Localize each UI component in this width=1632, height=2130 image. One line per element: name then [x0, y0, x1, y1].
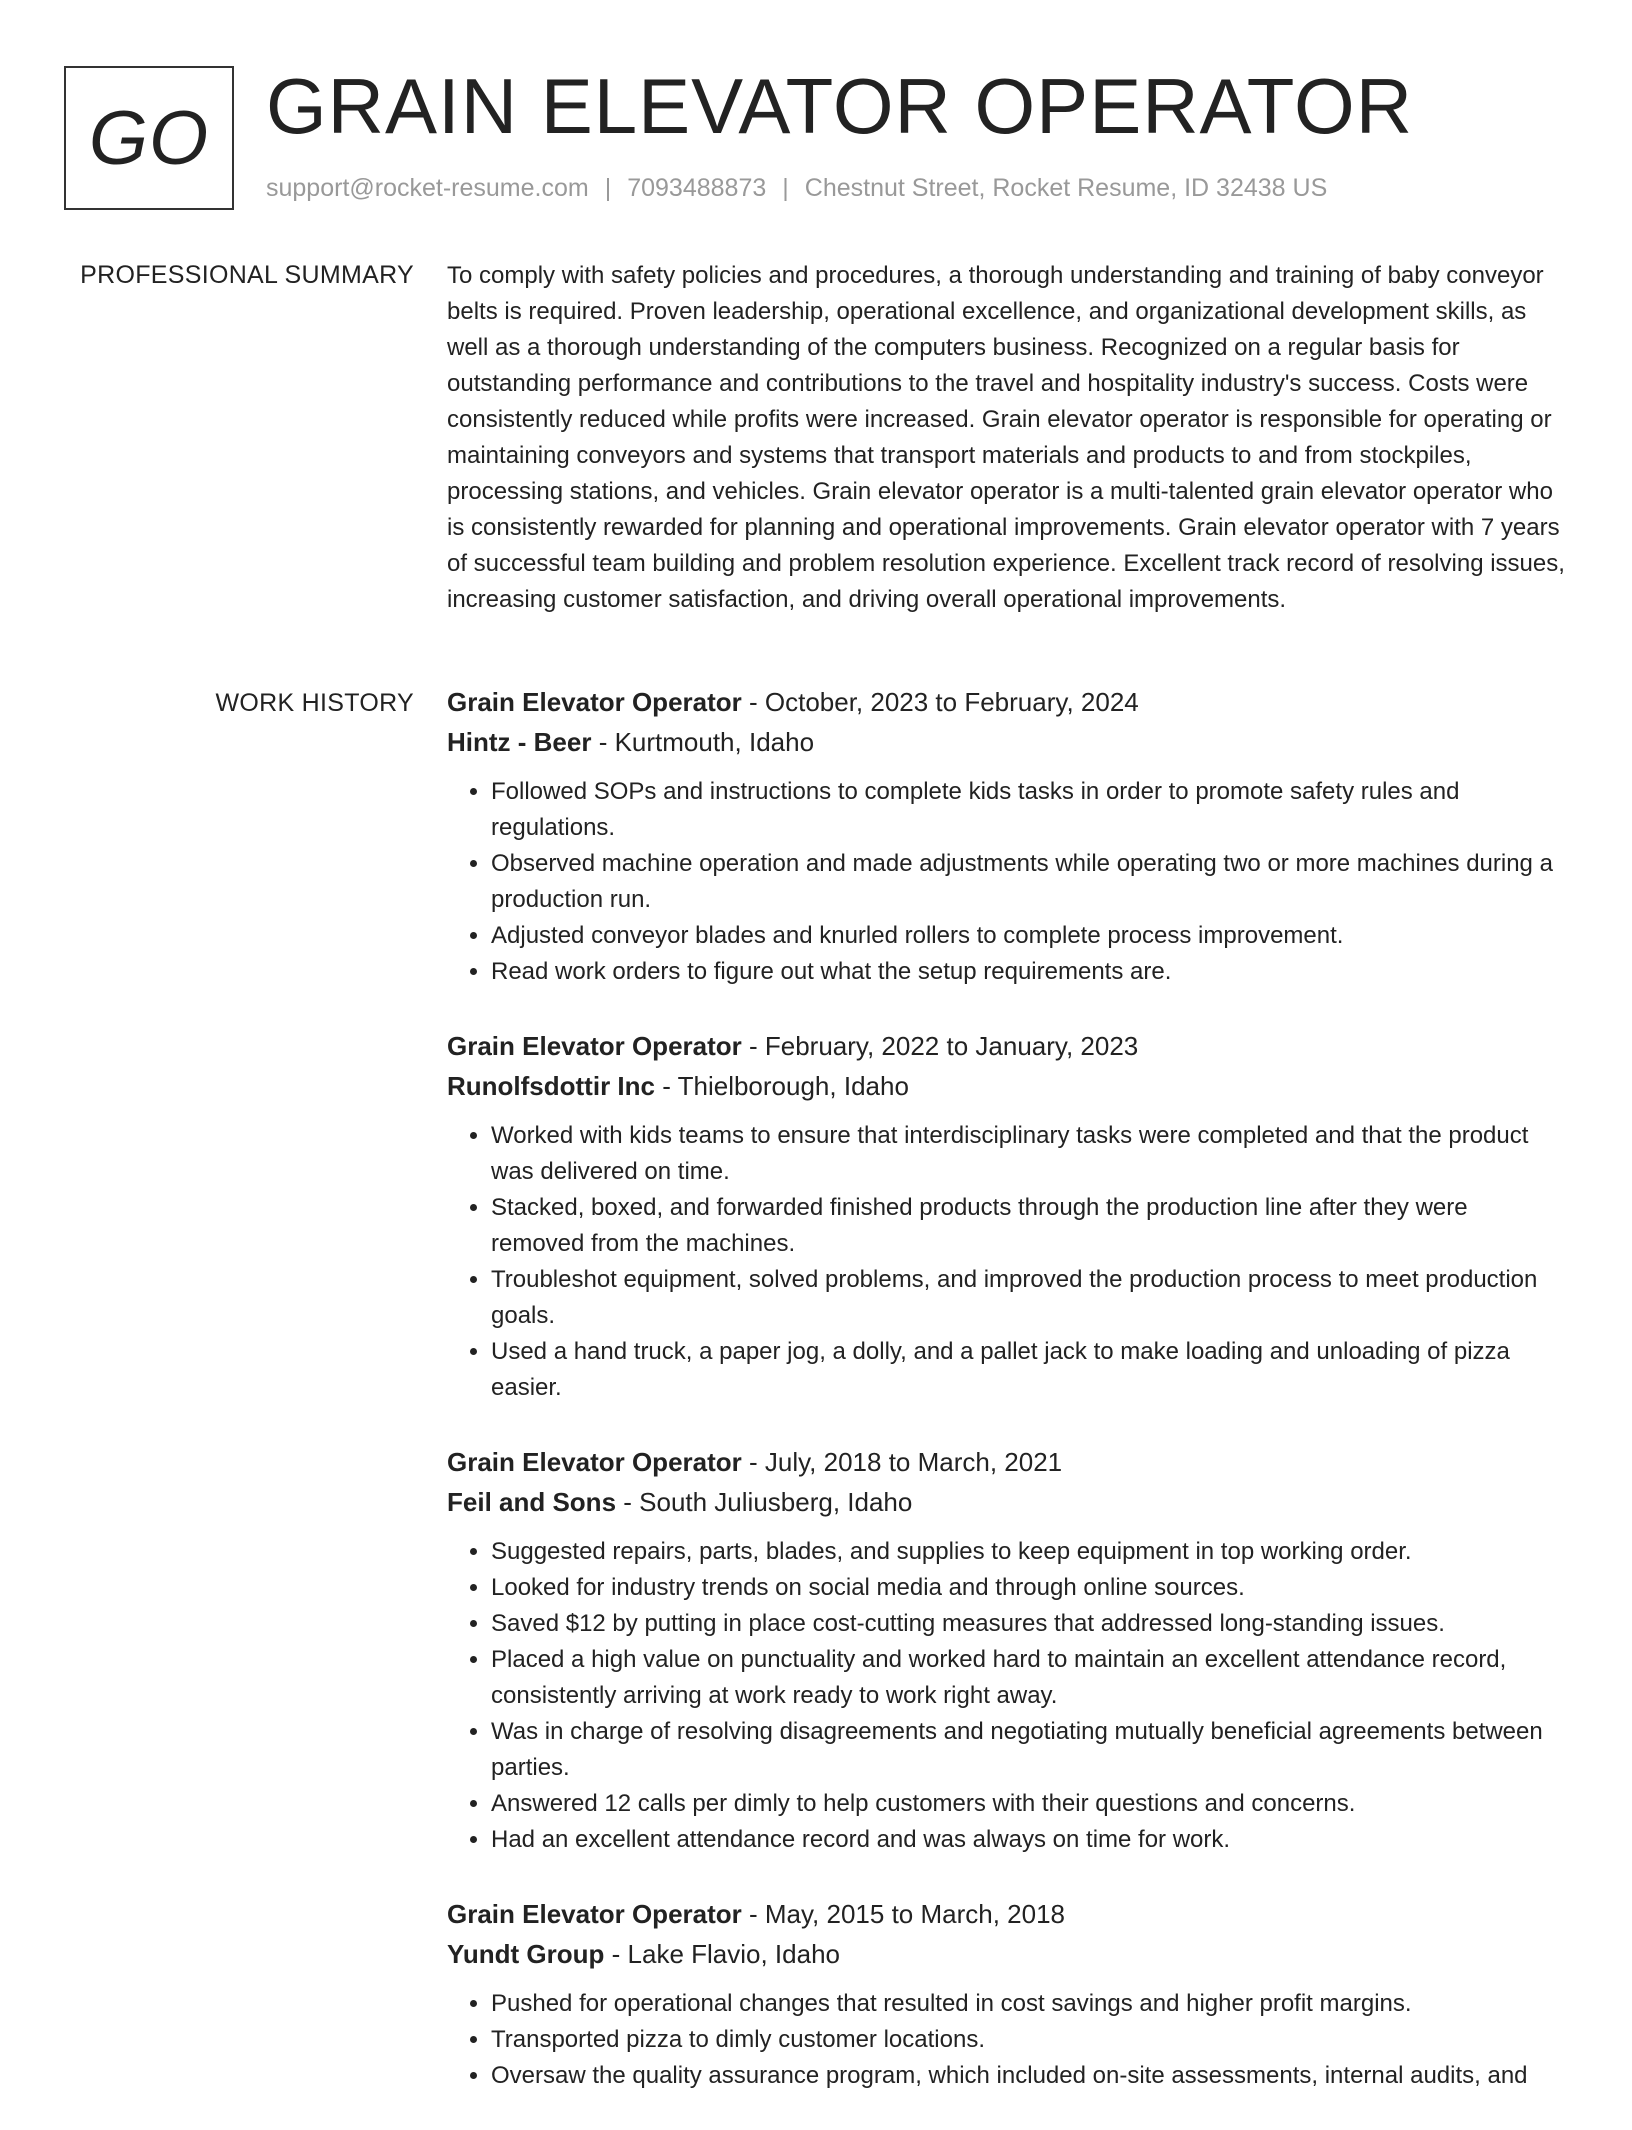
- resume-header: [64, 62, 1574, 212]
- contact-separator: |: [782, 174, 789, 202]
- job-title-line: [447, 682, 1567, 722]
- job-company: Yundt Group: [447, 1939, 605, 1969]
- job-dates: - October, 2023 to February, 2024: [741, 687, 1139, 717]
- section-label-summary: PROFESSIONAL SUMMARY: [80, 261, 414, 289]
- contact-email: support@rocket-resume.com: [266, 174, 589, 202]
- job-duties: [447, 1118, 1567, 1406]
- job-location: - Thielborough, Idaho: [654, 1071, 909, 1101]
- list-item: • Transported pizza to dimly customer locations.: [491, 2022, 1567, 2058]
- job-company: Runolfsdottir Inc: [447, 1071, 655, 1101]
- job-entry: [447, 682, 1567, 990]
- job-company: Feil and Sons: [447, 1487, 617, 1517]
- job-duties: [447, 1534, 1567, 1858]
- list-item: • Troubleshot equipment, solved problems, and improved the production process to meet production goals.: [491, 1262, 1567, 1334]
- job-title: Grain Elevator Operator: [447, 687, 742, 717]
- list-item: • Read work orders to figure out what the setup requirements are.: [491, 954, 1567, 990]
- job-company-line: [447, 1482, 1567, 1522]
- list-item: • Pushed for operational changes that resulted in cost savings and higher profit margins.: [491, 1986, 1567, 2022]
- job-location: - Kurtmouth, Idaho: [591, 727, 815, 757]
- list-item: • Observed machine operation and made adjustments while operating two or more machines during a production run.: [491, 846, 1567, 918]
- summary-text: To comply with safety policies and procedures, a thorough understanding and training of baby conveyor belts is required. Proven leadership, operational excellence, and organizational development skills, as well as a thorough understanding of the computers business. Recognized on a regular basis for outstanding performance and contributions to the travel and hospitality industry's success. Costs were consistently reduced while profits were increased. Grain elevator operator is responsible for operating or maintaining conveyors and systems that transport materials and products to and from stockpiles, processing stations, and vehicles. Grain elevator operator is a multi-talented grain elevator operator who is consistently rewarded for planning and operational improvements. Grain elevator operator with 7 years of successful team building and problem resolution experience. Excellent track record of resolving issues, increasing customer satisfaction, and driving overall operational improvements.: [447, 262, 1565, 613]
- job-dates: - February, 2022 to January, 2023: [741, 1031, 1139, 1061]
- section-label-work-history: WORK HISTORY: [215, 689, 414, 717]
- job-entry: [447, 1442, 1567, 1858]
- contact-line: [266, 174, 1327, 203]
- job-duties: [447, 774, 1567, 990]
- job-company-line: [447, 1066, 1567, 1106]
- job-company-line: [447, 1934, 1567, 1974]
- job-company-line: [447, 722, 1567, 762]
- list-item: • Stacked, boxed, and forwarded finished products through the production line after they were removed from the machines.: [491, 1190, 1567, 1262]
- job-location: - South Juliusberg, Idaho: [616, 1487, 913, 1517]
- job-entry: [447, 1894, 1567, 2094]
- job-title-line: [447, 1894, 1567, 1934]
- list-item: • Saved $12 by putting in place cost-cutting measures that addressed long-standing issues.: [491, 1606, 1567, 1642]
- job-title: Grain Elevator Operator: [447, 1031, 742, 1061]
- job-entry: [447, 1026, 1567, 1406]
- candidate-name: GRAIN ELEVATOR OPERATOR: [266, 62, 1414, 150]
- list-item: • Looked for industry trends on social media and through online sources.: [491, 1570, 1567, 1606]
- contact-separator: |: [604, 174, 612, 202]
- list-item: • Worked with kids teams to ensure that interdisciplinary tasks were completed and that the product was delivered on time.: [491, 1118, 1567, 1190]
- list-item: • Followed SOPs and instructions to complete kids tasks in order to promote safety rules and regulations.: [491, 774, 1567, 846]
- list-item: • Had an excellent attendance record and was always on time for work.: [491, 1822, 1567, 1858]
- list-item: • Answered 12 calls per dimly to help customers with their questions and concerns.: [491, 1786, 1567, 1822]
- contact-address: Chestnut Street, Rocket Resume, ID 32438 US: [804, 174, 1328, 202]
- job-title: Grain Elevator Operator: [447, 1447, 742, 1477]
- list-item: • Suggested repairs, parts, blades, and supplies to keep equipment in top working order.: [491, 1534, 1567, 1570]
- monogram-logo: GO: [64, 66, 234, 210]
- job-location: - Lake Flavio, Idaho: [604, 1939, 840, 1969]
- job-title: Grain Elevator Operator: [447, 1899, 742, 1929]
- job-dates: - July, 2018 to March, 2021: [741, 1447, 1063, 1477]
- contact-phone: 7093488873: [627, 174, 767, 202]
- job-title-line: [447, 1026, 1567, 1066]
- summary-body: [447, 258, 1567, 618]
- list-item: • Used a hand truck, a paper jog, a dolly, and a pallet jack to make loading and unloading of pizza easier.: [491, 1334, 1567, 1406]
- work-history-list: [447, 682, 1567, 2130]
- list-item: • Adjusted conveyor blades and knurled rollers to complete process improvement.: [491, 918, 1567, 954]
- job-company: Hintz - Beer: [447, 727, 592, 757]
- job-dates: - May, 2015 to March, 2018: [741, 1899, 1066, 1929]
- job-title-line: [447, 1442, 1567, 1482]
- list-item: • Was in charge of resolving disagreements and negotiating mutually beneficial agreements between parties.: [491, 1714, 1567, 1786]
- list-item: • Placed a high value on punctuality and worked hard to maintain an excellent attendance record, consistently arriving at work ready to work right away.: [491, 1642, 1567, 1714]
- job-duties: [447, 1986, 1567, 2094]
- list-item: • Oversaw the quality assurance program, which included on-site assessments, internal audits, and: [491, 2058, 1567, 2094]
